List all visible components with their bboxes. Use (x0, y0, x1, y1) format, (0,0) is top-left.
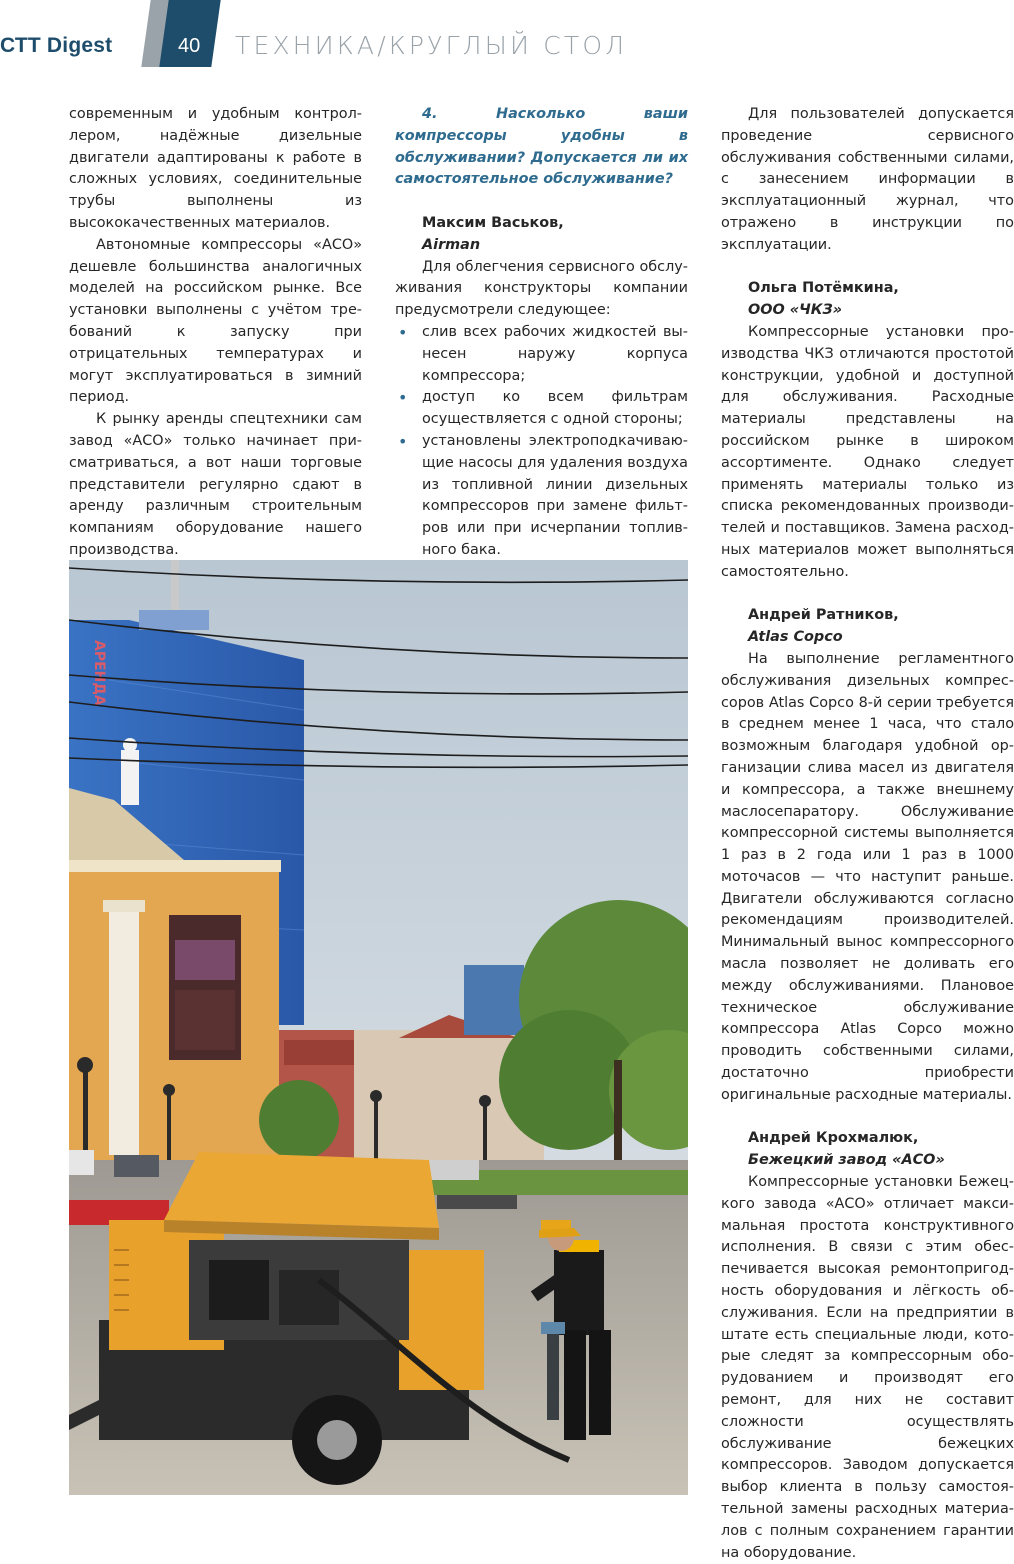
author-company: Atlas Copco (748, 629, 843, 646)
magazine-brand: СТТ Digest (0, 34, 113, 57)
author-name: Ольга Потёмкина, (748, 280, 899, 297)
paragraph: Автономные компрессоры «АСО» дешевле большинства аналогичных моделей на российском рынке. Все установки выполнены с учётом требований к запуску при отрицательных температурах и могут эксплуатироваться в зимний период. (69, 236, 362, 406)
bullet-item: • установлены электроподкачивающие насосы для удаления воздуха из топливной линии дизельных компрессоров при замене фильтров или при исчерпании топливного бака. (395, 431, 688, 562)
tower-banner-text: АРЕНДА (91, 640, 107, 706)
author-name: Максим Васьков, (422, 214, 564, 231)
author-company: Бежецкий завод «АСО» (748, 1152, 945, 1169)
author-name: Андрей Крохмалюк, (748, 1130, 919, 1147)
paragraph: современным и удобным контроллером, надёжные дизельные двигатели адаптированы к работе в сложных условиях, соединительные трубы выполнены из высококачественных материалов. (69, 106, 362, 231)
paragraph: Компрессорные установки Бежецкого завода «АСО» отличает максимальная простота конструктивного исполнения. В связи с этим обеспечивается высокая ремонтопригодность оборудования и лёгкость обслуживания. Если на предприятии в штате есть специальные люди, которые следят за компрессорным оборудованием и производят его ремонт, для них не составит сложности осуществлять обслуживание бежецких компрессоров. Заводом допускается выбор клиента в пользу самостоятельной замены расходных материалов с полным сохранением гарантии на оборудование. (721, 1174, 1014, 1561)
paragraph: Компрессорные установки производства ЧКЗ отличаются простотой конструкции, удобной и доступной для обслуживания. Расходные материалы представлены на российском рынке в широком ассортименте. Однако следует применять материалы только из списка рекомендованных производителей и поставщиков. Замена расходных материалов может выполняться самостоятельно. (721, 323, 1014, 580)
text-column-3 (721, 104, 1014, 1564)
bullet-list (395, 322, 688, 562)
paragraph: Для облегчения сервисного обслуживания конструкторы компании предусмотрели следующее: (395, 258, 688, 319)
author-company: ООО «ЧКЗ» (748, 302, 843, 319)
text-column-1 (69, 104, 362, 562)
author-company: Airman (422, 236, 481, 253)
bullet-item: • доступ ко всем фильтрам осуществляется с одной стороны; (395, 387, 688, 431)
author-name: Андрей Ратников, (748, 607, 899, 624)
text-column-2 (395, 104, 688, 562)
street-compressor-photo (69, 560, 688, 1495)
paragraph: К рынку аренды спецтехники сам завод «АСО» только начинает присматриваться, а вот наши торговые представители регулярно сдают в аренду различным строительным компаниям оборудование нашего производства. (69, 411, 362, 558)
paragraph: На выполнение регламентного обслуживания дизельных компрессоров Atlas Copco 8-й серии требуется в среднем менее 1 часа, что стало возможным благодаря удобной организации слива масел из двигателя и компрессора, а также внешнему маслосепаратору. Обслуживание компрессорной системы выполняется 1 раз в 2 года или 1 раз в 1000 моточасов — что наступит раньше. Двигатели обслуживаются согласно рекомендациям производителей. Минимальный вынос компрессорного масла позволяет не доливать его между обслуживаниями. Плановое техническое обслуживание компрессора Atlas Copco можно проводить собственными силами, достаточно приобрести оригинальные расходные материалы. (721, 650, 1014, 1103)
bullet-item: • слив всех рабочих жидкостей вынесен наружу корпуса компрессора; (395, 322, 688, 387)
interview-question: 4. Насколько ваши компрессоры удобны в обслуживании? Допускается ли их самостоятельное обслуживание? (395, 106, 688, 188)
paragraph: Для пользователей допускается проведение сервисного обслуживания собственными силами, с занесением информации в эксплуатационный журнал, что отражено в инструкции по эксплуатации. (721, 106, 1014, 253)
page-number: 40 (178, 35, 201, 57)
section-title: ТЕХНИКА/КРУГЛЫЙ СТОЛ (235, 31, 628, 60)
